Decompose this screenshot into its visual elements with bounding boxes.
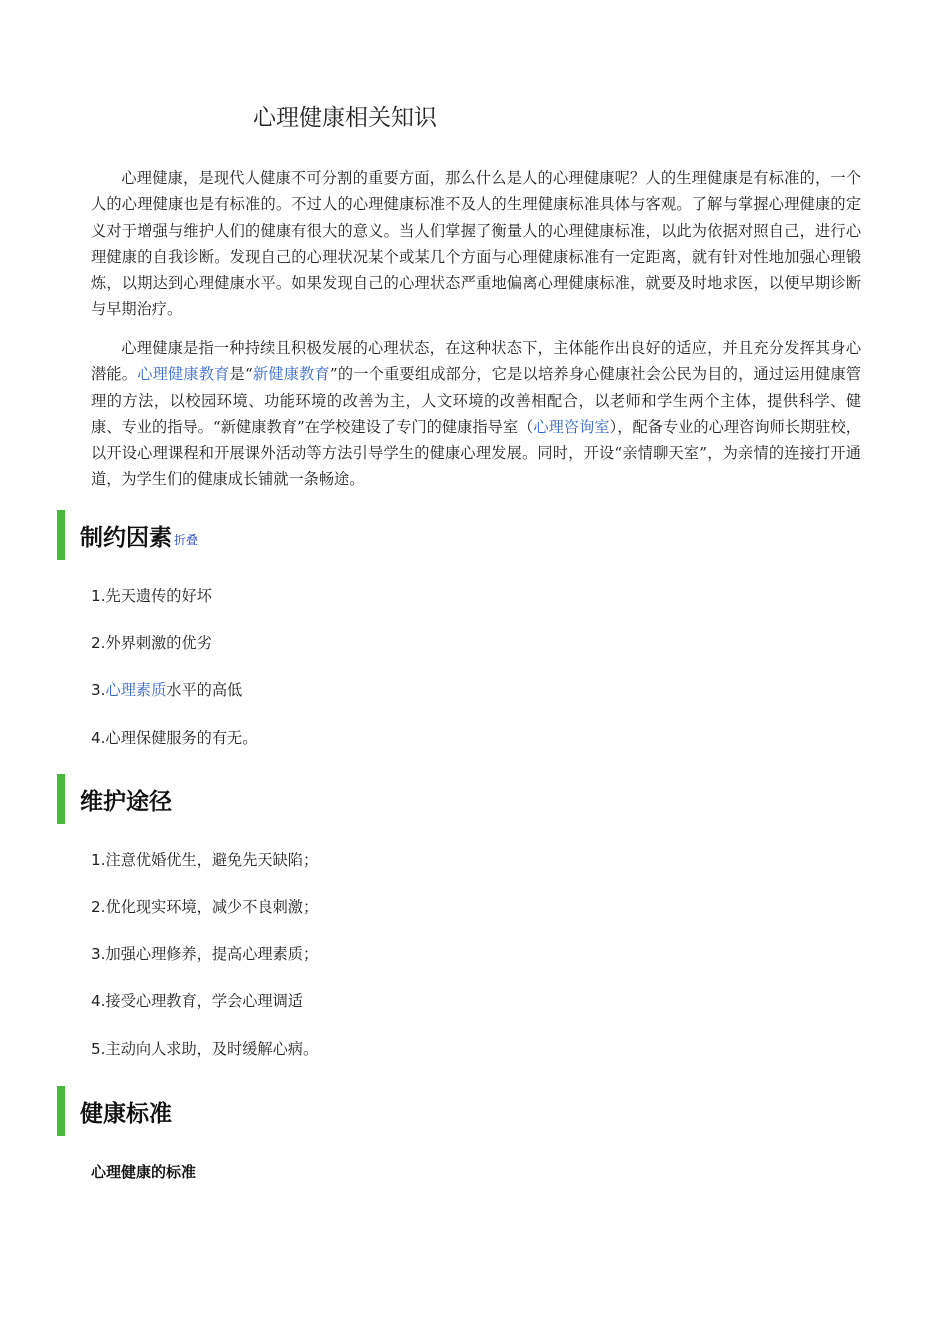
intro-p2-text-3: ”的一个重要组成部分，它是以培养身心健康社会公民为目的，通过运用健康管理的方法，以校园环境、功能环境的改善为主，人文环境的改善相配合，以老师和学生两个主体，提供科学、健康、专业的指导。“新健康教育”在学校建设了专门的健康指导室（ bbox=[91, 365, 862, 436]
intro-paragraph-2 bbox=[91, 335, 861, 493]
list-item bbox=[91, 1037, 318, 1061]
list-item-number: 5. bbox=[91, 1040, 106, 1058]
list-item-text: 先天遗传的好坏 bbox=[105, 587, 212, 605]
list-item bbox=[91, 848, 318, 872]
link-counseling-room[interactable]: 心理咨询室 bbox=[533, 417, 610, 436]
section-title: 维护途径 bbox=[80, 788, 172, 815]
intro-p2-text-4: ），配备专业的心理咨询师长期驻校，以开设心理课程和开展课外活动等方法引导学生的健康心理发展。同时，开设“亲情聊天室”，为亲情的连接打开通道，为学生们的健康成长铺就一条畅途。 bbox=[91, 417, 861, 489]
list-item-text: 注意优婚优生，避免先天缺陷； bbox=[105, 851, 319, 869]
list-item bbox=[91, 631, 212, 655]
list-item bbox=[91, 895, 318, 919]
list-item-text: 外界刺激的优劣 bbox=[105, 634, 212, 652]
fold-link[interactable]: 折叠 bbox=[174, 533, 199, 547]
list-item-text: 加强心理修养，提高心理素质； bbox=[105, 945, 319, 963]
section-header-maintenance bbox=[57, 774, 172, 824]
list-item-number: 2. bbox=[91, 634, 106, 652]
list-item-number: 1. bbox=[91, 587, 106, 605]
list-item-number: 1. bbox=[91, 851, 106, 869]
list-item bbox=[91, 989, 303, 1013]
list-item-text: 接受心理教育，学会心理调适 bbox=[105, 992, 303, 1010]
page-title: 心理健康相关知识 bbox=[253, 105, 437, 131]
list-item-number: 3. bbox=[91, 945, 106, 963]
link-psychological-quality[interactable]: 心理素质 bbox=[105, 681, 167, 699]
list-item bbox=[91, 942, 318, 966]
section-header-constraints bbox=[57, 510, 198, 560]
list-item bbox=[91, 726, 257, 750]
list-item-text: 主动向人求助，及时缓解心病。 bbox=[105, 1040, 319, 1058]
section-accent-bar bbox=[57, 510, 65, 560]
intro-p2-text-2: 是“ bbox=[229, 365, 253, 384]
list-item-number: 4. bbox=[91, 992, 106, 1010]
list-item-text: 心理保健服务的有无。 bbox=[105, 729, 258, 747]
intro-p2-text-1: 心理健康是指一种持续且积极发展的心理状态，在这种状态下，主体能作出良好的适应，并且充分发挥其身心潜能。 bbox=[91, 339, 861, 384]
list-item bbox=[91, 584, 212, 608]
link-mental-health-education[interactable]: 心理健康教育 bbox=[137, 365, 230, 384]
list-item-number: 3. bbox=[91, 681, 106, 699]
intro-paragraph-1: 心理健康，是现代人健康不可分割的重要方面，那么什么是人的心理健康呢？人的生理健康是有标准的，一个人的心理健康也是有标准的。不过人的心理健康标准不及人的生理健康标准具体与客观。了解与掌握心理健康的定义对于增强与维护人们的健康有很大的意义。当人们掌握了衡量人的心理健康标准，以此为依据对照自己，进行心理健康的自我诊断。发现自己的心理状况某个或某几个方面与心理健康标准有一定距离，就有针对性地加强心理锻炼，以期达到心理健康水平。如果发现自己的心理状态严重地偏离心理健康标准，就要及时地求医，以便早期诊断与早期治疗。 bbox=[91, 169, 861, 319]
list-item-number: 2. bbox=[91, 898, 106, 916]
section-accent-bar bbox=[57, 774, 65, 824]
list-item-number: 4. bbox=[91, 729, 106, 747]
section-accent-bar bbox=[57, 1086, 65, 1136]
link-new-health-education[interactable]: 新健康教育 bbox=[252, 365, 330, 384]
list-item bbox=[91, 678, 242, 702]
section-header-standards bbox=[57, 1086, 172, 1136]
list-item-text: 优化现实环境，减少不良刺激； bbox=[105, 898, 319, 916]
list-item-text: 水平的高低 bbox=[166, 681, 243, 699]
section-title: 制约因素 bbox=[80, 524, 172, 551]
sub-heading: 心理健康的标准 bbox=[91, 1163, 197, 1181]
section-title: 健康标准 bbox=[80, 1100, 172, 1127]
